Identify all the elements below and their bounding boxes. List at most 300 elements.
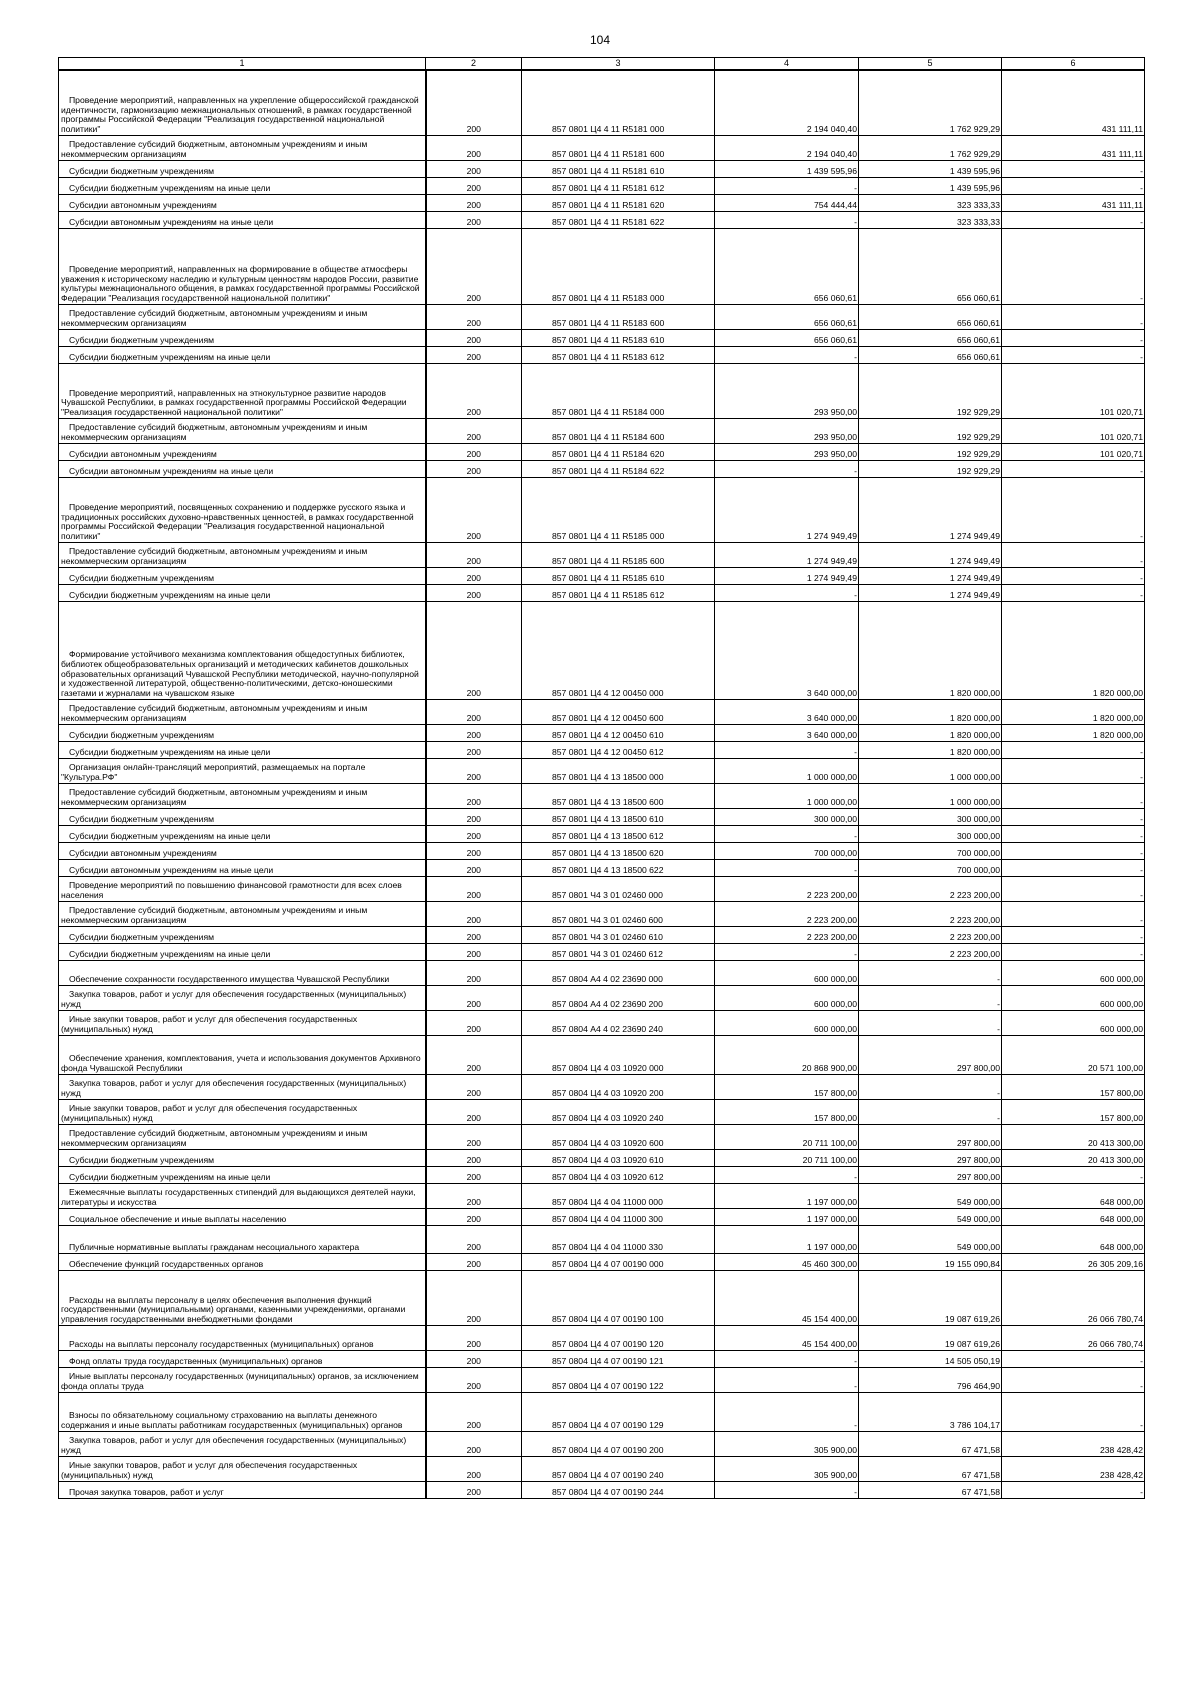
row-classification-code-cell: 857 0801 Ц4 4 11 R5181 620 <box>522 194 715 211</box>
row-code-cell: 200 <box>426 135 522 160</box>
row-classification-code-cell: 857 0801 Ц4 4 13 18500 600 <box>522 783 715 808</box>
row-classification-code-cell: 857 0801 Ц4 4 11 R5181 610 <box>522 160 715 177</box>
row-classification-code-cell: 857 0804 Ц4 4 07 00190 200 <box>522 1431 715 1456</box>
row-code-cell: 200 <box>426 1431 522 1456</box>
row-amount-col5-cell: - <box>859 1010 1002 1035</box>
row-amount-col4-cell: 2 223 200,00 <box>715 926 859 943</box>
row-amount-col5-cell: 19 087 619,26 <box>859 1270 1002 1325</box>
row-amount-col5-cell: 297 800,00 <box>859 1166 1002 1183</box>
row-name-cell: Субсидии автономным учреждениям <box>59 842 426 859</box>
row-amount-col4-cell: 293 950,00 <box>715 418 859 443</box>
row-classification-code-cell: 857 0801 Ц4 4 12 00450 600 <box>522 699 715 724</box>
row-classification-code-cell: 857 0801 Ц4 4 11 R5181 000 <box>522 70 715 135</box>
row-amount-col5-cell: 1 439 595,96 <box>859 160 1002 177</box>
row-amount-col5-cell: 323 333,33 <box>859 194 1002 211</box>
row-amount-col6-cell: 26 066 780,74 <box>1002 1270 1145 1325</box>
row-code-cell: 200 <box>426 1208 522 1225</box>
table-row <box>59 901 1145 926</box>
row-code-cell: 200 <box>426 1253 522 1270</box>
row-name-cell: Иные закупки товаров, работ и услуг для обеспечения государственных (муниципальных) нужд <box>59 1456 426 1481</box>
row-amount-col5-cell: 192 929,29 <box>859 460 1002 477</box>
row-classification-code-cell: 857 0804 Ц4 4 03 10920 612 <box>522 1166 715 1183</box>
table-row <box>59 1208 1145 1225</box>
row-name-cell: Проведение мероприятий по повышению финансовой грамотности для всех слоев населения <box>59 876 426 901</box>
row-name-cell: Субсидии бюджетным учреждениям <box>59 160 426 177</box>
row-amount-col6-cell: 600 000,00 <box>1002 985 1145 1010</box>
table-row <box>59 943 1145 960</box>
table-row <box>59 1099 1145 1124</box>
row-code-cell: 200 <box>426 1124 522 1149</box>
budget-table <box>58 57 1145 1499</box>
row-amount-col6-cell: - <box>1002 228 1145 304</box>
row-amount-col4-cell: - <box>715 460 859 477</box>
row-amount-col5-cell: 300 000,00 <box>859 825 1002 842</box>
row-classification-code-cell: 857 0804 Ц4 4 03 10920 000 <box>522 1035 715 1074</box>
table-row <box>59 1392 1145 1431</box>
row-name-cell: Прочая закупка товаров, работ и услуг <box>59 1481 426 1498</box>
row-code-cell: 200 <box>426 477 522 542</box>
row-amount-col4-cell: 305 900,00 <box>715 1456 859 1481</box>
row-amount-col6-cell: 600 000,00 <box>1002 960 1145 985</box>
row-code-cell: 200 <box>426 329 522 346</box>
row-amount-col5-cell: 1 274 949,49 <box>859 477 1002 542</box>
table-row <box>59 460 1145 477</box>
row-amount-col6-cell: 431 111,11 <box>1002 135 1145 160</box>
row-classification-code-cell: 857 0804 Ц4 4 07 00190 121 <box>522 1350 715 1367</box>
row-code-cell: 200 <box>426 1149 522 1166</box>
table-row <box>59 228 1145 304</box>
row-name-cell: Обеспечение функций государственных органов <box>59 1253 426 1270</box>
row-amount-col5-cell: 1 439 595,96 <box>859 177 1002 194</box>
row-amount-col6-cell: - <box>1002 177 1145 194</box>
row-code-cell: 200 <box>426 194 522 211</box>
row-amount-col4-cell: 600 000,00 <box>715 1010 859 1035</box>
row-amount-col6-cell: - <box>1002 329 1145 346</box>
row-amount-col6-cell: 648 000,00 <box>1002 1225 1145 1253</box>
row-code-cell: 200 <box>426 1010 522 1035</box>
row-amount-col4-cell: - <box>715 177 859 194</box>
row-amount-col6-cell: 1 820 000,00 <box>1002 699 1145 724</box>
table-row <box>59 542 1145 567</box>
row-amount-col6-cell: 648 000,00 <box>1002 1183 1145 1208</box>
table-row <box>59 1431 1145 1456</box>
row-code-cell: 200 <box>426 443 522 460</box>
row-name-cell: Социальное обеспечение и иные выплаты населению <box>59 1208 426 1225</box>
row-code-cell: 200 <box>426 825 522 842</box>
row-amount-col4-cell: 1 000 000,00 <box>715 783 859 808</box>
row-code-cell: 200 <box>426 1325 522 1350</box>
row-code-cell: 200 <box>426 1350 522 1367</box>
row-name-cell: Проведение мероприятий, направленных на этнокультурное развитие народов Чувашской Республики, в рамках государственной программы Российской Федерации "Реализация государственной национальной политики" <box>59 363 426 418</box>
row-classification-code-cell: 857 0801 Ц4 4 11 R5185 610 <box>522 567 715 584</box>
row-code-cell: 200 <box>426 567 522 584</box>
row-amount-col4-cell: 3 640 000,00 <box>715 601 859 699</box>
row-amount-col4-cell: 20 711 100,00 <box>715 1124 859 1149</box>
row-name-cell: Взносы по обязательному социальному страхованию на выплаты денежного содержания и иные выплаты работникам государственных (муниципальных) органов <box>59 1392 426 1431</box>
table-row <box>59 477 1145 542</box>
header-row <box>59 58 1145 71</box>
row-name-cell: Субсидии бюджетным учреждениям на иные цели <box>59 1166 426 1183</box>
row-name-cell: Субсидии бюджетным учреждениям на иные цели <box>59 346 426 363</box>
row-amount-col5-cell: 549 000,00 <box>859 1225 1002 1253</box>
table-row <box>59 1149 1145 1166</box>
table-row <box>59 1035 1145 1074</box>
table-row <box>59 443 1145 460</box>
row-code-cell: 200 <box>426 926 522 943</box>
row-name-cell: Предоставление субсидий бюджетным, автономным учреждениям и иным некоммерческим организациям <box>59 901 426 926</box>
row-amount-col4-cell: 300 000,00 <box>715 808 859 825</box>
row-classification-code-cell: 857 0801 Ц4 4 11 R5185 612 <box>522 584 715 601</box>
row-amount-col6-cell: 26 305 209,16 <box>1002 1253 1145 1270</box>
table-row <box>59 346 1145 363</box>
row-amount-col6-cell: - <box>1002 901 1145 926</box>
row-name-cell: Субсидии бюджетным учреждениям <box>59 724 426 741</box>
row-amount-col4-cell: 45 154 400,00 <box>715 1270 859 1325</box>
table-row <box>59 1010 1145 1035</box>
table-row <box>59 1325 1145 1350</box>
row-amount-col6-cell: 157 800,00 <box>1002 1099 1145 1124</box>
row-code-cell: 200 <box>426 960 522 985</box>
row-name-cell: Предоставление субсидий бюджетным, автономным учреждениям и иным некоммерческим организациям <box>59 783 426 808</box>
row-code-cell: 200 <box>426 418 522 443</box>
row-amount-col4-cell: - <box>715 1350 859 1367</box>
row-name-cell: Фонд оплаты труда государственных (муниципальных) органов <box>59 1350 426 1367</box>
table-row <box>59 1350 1145 1367</box>
row-code-cell: 200 <box>426 859 522 876</box>
row-amount-col5-cell: 300 000,00 <box>859 808 1002 825</box>
row-amount-col6-cell: 20 413 300,00 <box>1002 1149 1145 1166</box>
row-code-cell: 200 <box>426 177 522 194</box>
row-classification-code-cell: 857 0801 Ц4 4 12 00450 000 <box>522 601 715 699</box>
row-name-cell: Обеспечение сохранности государственного имущества Чувашской Республики <box>59 960 426 985</box>
row-classification-code-cell: 857 0801 Ц4 4 11 R5183 600 <box>522 304 715 329</box>
row-amount-col5-cell: 297 800,00 <box>859 1035 1002 1074</box>
row-amount-col6-cell: 1 820 000,00 <box>1002 724 1145 741</box>
row-amount-col4-cell: 293 950,00 <box>715 363 859 418</box>
row-name-cell: Публичные нормативные выплаты гражданам несоциального характера <box>59 1225 426 1253</box>
table-row <box>59 1124 1145 1149</box>
row-name-cell: Закупка товаров, работ и услуг для обеспечения государственных (муниципальных) нужд <box>59 1431 426 1456</box>
row-name-cell: Иные закупки товаров, работ и услуг для обеспечения государственных (муниципальных) нужд <box>59 1010 426 1035</box>
row-classification-code-cell: 857 0804 Ц4 4 04 11000 000 <box>522 1183 715 1208</box>
row-name-cell: Предоставление субсидий бюджетным, автономным учреждениям и иным некоммерческим организациям <box>59 418 426 443</box>
table-row <box>59 601 1145 699</box>
table-row <box>59 584 1145 601</box>
table-row <box>59 70 1145 135</box>
row-code-cell: 200 <box>426 460 522 477</box>
row-classification-code-cell: 857 0804 Ц4 4 07 00190 244 <box>522 1481 715 1498</box>
row-amount-col4-cell: 754 444,44 <box>715 194 859 211</box>
row-classification-code-cell: 857 0801 Ц4 4 13 18500 620 <box>522 842 715 859</box>
row-amount-col5-cell: 656 060,61 <box>859 304 1002 329</box>
row-amount-col5-cell: 192 929,29 <box>859 418 1002 443</box>
row-amount-col4-cell: 2 223 200,00 <box>715 901 859 926</box>
row-code-cell: 200 <box>426 1074 522 1099</box>
table-row <box>59 1183 1145 1208</box>
row-amount-col4-cell: 656 060,61 <box>715 304 859 329</box>
table-row <box>59 758 1145 783</box>
row-classification-code-cell: 857 0801 Ч4 3 01 02460 610 <box>522 926 715 943</box>
table-row <box>59 960 1145 985</box>
column-header: 5 <box>859 58 1002 71</box>
row-classification-code-cell: 857 0801 Ц4 4 11 R5183 612 <box>522 346 715 363</box>
row-amount-col6-cell: - <box>1002 1350 1145 1367</box>
table-row <box>59 1270 1145 1325</box>
row-classification-code-cell: 857 0804 Ц4 4 07 00190 000 <box>522 1253 715 1270</box>
row-classification-code-cell: 857 0801 Ц4 4 11 R5184 000 <box>522 363 715 418</box>
row-amount-col6-cell: 238 428,42 <box>1002 1431 1145 1456</box>
table-row <box>59 1253 1145 1270</box>
row-classification-code-cell: 857 0804 Ц4 4 03 10920 240 <box>522 1099 715 1124</box>
row-amount-col4-cell: - <box>715 943 859 960</box>
row-classification-code-cell: 857 0804 Ц4 4 04 11000 300 <box>522 1208 715 1225</box>
row-amount-col4-cell: 20 868 900,00 <box>715 1035 859 1074</box>
row-name-cell: Субсидии автономным учреждениям <box>59 443 426 460</box>
row-code-cell: 200 <box>426 808 522 825</box>
row-code-cell: 200 <box>426 1099 522 1124</box>
row-amount-col6-cell: - <box>1002 584 1145 601</box>
row-amount-col5-cell: 323 333,33 <box>859 211 1002 228</box>
row-amount-col5-cell: 656 060,61 <box>859 346 1002 363</box>
table-row <box>59 177 1145 194</box>
table-row <box>59 304 1145 329</box>
row-amount-col6-cell: - <box>1002 825 1145 842</box>
row-classification-code-cell: 857 0804 Ц4 4 07 00190 129 <box>522 1392 715 1431</box>
row-name-cell: Проведение мероприятий, направленных на укрепление общероссийской гражданской идентичности, гармонизацию межнациональных отношений, в рамках государственной программы Российской Федерации "Реализация государственной национальной политики" <box>59 70 426 135</box>
row-amount-col6-cell: 20 413 300,00 <box>1002 1124 1145 1149</box>
row-classification-code-cell: 857 0801 Ч4 3 01 02460 612 <box>522 943 715 960</box>
row-amount-col5-cell: 656 060,61 <box>859 228 1002 304</box>
row-code-cell: 200 <box>426 228 522 304</box>
row-amount-col5-cell: 1 000 000,00 <box>859 783 1002 808</box>
row-classification-code-cell: 857 0804 А4 4 02 23690 000 <box>522 960 715 985</box>
row-amount-col5-cell: 1 820 000,00 <box>859 699 1002 724</box>
row-name-cell: Предоставление субсидий бюджетным, автономным учреждениям и иным некоммерческим организациям <box>59 135 426 160</box>
row-amount-col4-cell: 1 439 595,96 <box>715 160 859 177</box>
column-header: 2 <box>426 58 522 71</box>
row-amount-col4-cell: - <box>715 1367 859 1392</box>
row-amount-col4-cell: 2 194 040,40 <box>715 70 859 135</box>
row-code-cell: 200 <box>426 741 522 758</box>
table-row <box>59 842 1145 859</box>
row-code-cell: 200 <box>426 363 522 418</box>
row-amount-col4-cell: 1 274 949,49 <box>715 567 859 584</box>
row-code-cell: 200 <box>426 1392 522 1431</box>
row-amount-col6-cell: 238 428,42 <box>1002 1456 1145 1481</box>
row-amount-col5-cell: 1 820 000,00 <box>859 724 1002 741</box>
row-classification-code-cell: 857 0804 Ц4 4 03 10920 610 <box>522 1149 715 1166</box>
table-row <box>59 1367 1145 1392</box>
row-amount-col5-cell: 549 000,00 <box>859 1208 1002 1225</box>
row-amount-col4-cell: - <box>715 859 859 876</box>
row-amount-col6-cell: - <box>1002 460 1145 477</box>
row-amount-col5-cell: 192 929,29 <box>859 363 1002 418</box>
row-code-cell: 200 <box>426 1225 522 1253</box>
row-amount-col6-cell: 431 111,11 <box>1002 70 1145 135</box>
table-row <box>59 160 1145 177</box>
row-amount-col5-cell: 549 000,00 <box>859 1183 1002 1208</box>
row-amount-col6-cell: 101 020,71 <box>1002 363 1145 418</box>
row-code-cell: 200 <box>426 304 522 329</box>
row-name-cell: Субсидии бюджетным учреждениям <box>59 329 426 346</box>
row-name-cell: Предоставление субсидий бюджетным, автономным учреждениям и иным некоммерческим организациям <box>59 304 426 329</box>
row-classification-code-cell: 857 0804 Ц4 4 07 00190 240 <box>522 1456 715 1481</box>
row-name-cell: Организация онлайн-трансляций мероприятий, размещаемых на портале "Культура.РФ" <box>59 758 426 783</box>
row-name-cell: Субсидии автономным учреждениям на иные цели <box>59 460 426 477</box>
row-amount-col5-cell: 19 155 090,84 <box>859 1253 1002 1270</box>
table-row <box>59 699 1145 724</box>
row-amount-col6-cell: - <box>1002 304 1145 329</box>
row-amount-col4-cell: 656 060,61 <box>715 228 859 304</box>
row-name-cell: Субсидии бюджетным учреждениям <box>59 808 426 825</box>
table-row <box>59 859 1145 876</box>
row-amount-col5-cell: 700 000,00 <box>859 859 1002 876</box>
row-amount-col4-cell: 1 197 000,00 <box>715 1225 859 1253</box>
row-amount-col6-cell: 600 000,00 <box>1002 1010 1145 1035</box>
row-amount-col5-cell: 1 000 000,00 <box>859 758 1002 783</box>
row-amount-col4-cell: 1 000 000,00 <box>715 758 859 783</box>
row-code-cell: 200 <box>426 901 522 926</box>
row-amount-col4-cell: 1 197 000,00 <box>715 1208 859 1225</box>
row-amount-col6-cell: - <box>1002 842 1145 859</box>
row-name-cell: Субсидии автономным учреждениям на иные цели <box>59 859 426 876</box>
row-amount-col4-cell: - <box>715 1481 859 1498</box>
row-amount-col6-cell: - <box>1002 808 1145 825</box>
row-amount-col6-cell: - <box>1002 758 1145 783</box>
row-name-cell: Субсидии бюджетным учреждениям на иные цели <box>59 741 426 758</box>
row-code-cell: 200 <box>426 346 522 363</box>
row-code-cell: 200 <box>426 211 522 228</box>
row-name-cell: Закупка товаров, работ и услуг для обеспечения государственных (муниципальных) нужд <box>59 1074 426 1099</box>
column-header: 1 <box>59 58 426 71</box>
row-classification-code-cell: 857 0801 Ц4 4 11 R5183 610 <box>522 329 715 346</box>
row-classification-code-cell: 857 0804 Ц4 4 04 11000 330 <box>522 1225 715 1253</box>
row-amount-col6-cell: 648 000,00 <box>1002 1208 1145 1225</box>
row-classification-code-cell: 857 0801 Ц4 4 11 R5184 620 <box>522 443 715 460</box>
row-amount-col5-cell: - <box>859 1099 1002 1124</box>
table-row <box>59 135 1145 160</box>
table-row <box>59 783 1145 808</box>
row-name-cell: Ежемесячные выплаты государственных стипендий для выдающихся деятелей науки, литературы и искусства <box>59 1183 426 1208</box>
table-row <box>59 926 1145 943</box>
row-classification-code-cell: 857 0801 Ц4 4 11 R5185 000 <box>522 477 715 542</box>
row-amount-col6-cell: 101 020,71 <box>1002 443 1145 460</box>
row-name-cell: Предоставление субсидий бюджетным, автономным учреждениям и иным некоммерческим организациям <box>59 699 426 724</box>
row-classification-code-cell: 857 0804 Ц4 4 07 00190 100 <box>522 1270 715 1325</box>
row-code-cell: 200 <box>426 1481 522 1498</box>
row-amount-col4-cell: 157 800,00 <box>715 1099 859 1124</box>
row-name-cell: Предоставление субсидий бюджетным, автономным учреждениям и иным некоммерческим организациям <box>59 1124 426 1149</box>
row-amount-col4-cell: - <box>715 1166 859 1183</box>
row-amount-col5-cell: 67 471,58 <box>859 1481 1002 1498</box>
table-row <box>59 1074 1145 1099</box>
row-name-cell: Субсидии бюджетным учреждениям <box>59 926 426 943</box>
row-amount-col4-cell: 700 000,00 <box>715 842 859 859</box>
row-amount-col5-cell: 19 087 619,26 <box>859 1325 1002 1350</box>
row-amount-col5-cell: 2 223 200,00 <box>859 926 1002 943</box>
row-code-cell: 200 <box>426 601 522 699</box>
row-code-cell: 200 <box>426 943 522 960</box>
row-amount-col5-cell: - <box>859 985 1002 1010</box>
row-amount-col5-cell: 700 000,00 <box>859 842 1002 859</box>
row-amount-col5-cell: 1 274 949,49 <box>859 584 1002 601</box>
row-amount-col5-cell: 2 223 200,00 <box>859 943 1002 960</box>
row-code-cell: 200 <box>426 160 522 177</box>
row-name-cell: Субсидии бюджетным учреждениям на иные цели <box>59 177 426 194</box>
table-row <box>59 329 1145 346</box>
row-amount-col5-cell: 2 223 200,00 <box>859 901 1002 926</box>
row-name-cell: Закупка товаров, работ и услуг для обеспечения государственных (муниципальных) нужд <box>59 985 426 1010</box>
row-amount-col6-cell: - <box>1002 1166 1145 1183</box>
row-amount-col6-cell: 157 800,00 <box>1002 1074 1145 1099</box>
row-amount-col5-cell: 67 471,58 <box>859 1431 1002 1456</box>
row-amount-col5-cell: 192 929,29 <box>859 443 1002 460</box>
row-name-cell: Субсидии бюджетным учреждениям <box>59 1149 426 1166</box>
table-row <box>59 1166 1145 1183</box>
row-classification-code-cell: 857 0801 Ц4 4 11 R5181 622 <box>522 211 715 228</box>
row-classification-code-cell: 857 0804 Ц4 4 07 00190 120 <box>522 1325 715 1350</box>
page-number: 104 <box>589 33 611 47</box>
row-name-cell: Формирование устойчивого механизма комплектования общедоступных библиотек, библиотек общеобразовательных организаций и методических кабинетов дошкольных образовательных организаций Чувашской Республики методической, научно-популярной и художественной литературой, общественно-политическими, детско-юношескими газетами и журналами на чувашском языке <box>59 601 426 699</box>
row-amount-col5-cell: 796 464,90 <box>859 1367 1002 1392</box>
row-name-cell: Проведение мероприятий, посвященных сохранению и поддержке русского языка и традиционных российских духовно-нравственных ценностей, в рамках государственной программы Российской Федерации "Реализация государственной национальной политики" <box>59 477 426 542</box>
row-amount-col4-cell: 45 154 400,00 <box>715 1325 859 1350</box>
row-amount-col5-cell: - <box>859 1074 1002 1099</box>
row-classification-code-cell: 857 0801 Ц4 4 11 R5181 600 <box>522 135 715 160</box>
row-amount-col6-cell: 431 111,11 <box>1002 194 1145 211</box>
row-code-cell: 200 <box>426 1270 522 1325</box>
row-classification-code-cell: 857 0801 Ц4 4 13 18500 610 <box>522 808 715 825</box>
row-name-cell: Предоставление субсидий бюджетным, автономным учреждениям и иным некоммерческим организациям <box>59 542 426 567</box>
row-code-cell: 200 <box>426 1456 522 1481</box>
row-amount-col6-cell: - <box>1002 1392 1145 1431</box>
row-amount-col6-cell: - <box>1002 741 1145 758</box>
row-code-cell: 200 <box>426 542 522 567</box>
row-amount-col6-cell: - <box>1002 1481 1145 1498</box>
row-amount-col5-cell: 14 505 050,19 <box>859 1350 1002 1367</box>
row-amount-col5-cell: 1 762 929,29 <box>859 70 1002 135</box>
row-code-cell: 200 <box>426 1035 522 1074</box>
row-amount-col4-cell: 600 000,00 <box>715 960 859 985</box>
row-amount-col4-cell: - <box>715 825 859 842</box>
row-amount-col6-cell: - <box>1002 926 1145 943</box>
row-amount-col5-cell: 1 274 949,49 <box>859 542 1002 567</box>
row-name-cell: Субсидии бюджетным учреждениям <box>59 567 426 584</box>
row-amount-col4-cell: 1 274 949,49 <box>715 542 859 567</box>
table-row <box>59 985 1145 1010</box>
row-name-cell: Субсидии автономным учреждениям <box>59 194 426 211</box>
row-amount-col4-cell: 157 800,00 <box>715 1074 859 1099</box>
row-amount-col6-cell: - <box>1002 477 1145 542</box>
row-amount-col6-cell: 26 066 780,74 <box>1002 1325 1145 1350</box>
column-header: 3 <box>522 58 715 71</box>
row-code-cell: 200 <box>426 584 522 601</box>
row-code-cell: 200 <box>426 783 522 808</box>
row-code-cell: 200 <box>426 758 522 783</box>
row-classification-code-cell: 857 0801 Ч4 3 01 02460 600 <box>522 901 715 926</box>
row-classification-code-cell: 857 0801 Ц4 4 11 R5185 600 <box>522 542 715 567</box>
row-amount-col4-cell: 45 460 300,00 <box>715 1253 859 1270</box>
row-classification-code-cell: 857 0801 Ц4 4 12 00450 610 <box>522 724 715 741</box>
row-amount-col6-cell: - <box>1002 160 1145 177</box>
row-name-cell: Иные закупки товаров, работ и услуг для обеспечения государственных (муниципальных) нужд <box>59 1099 426 1124</box>
table-row <box>59 825 1145 842</box>
row-code-cell: 200 <box>426 985 522 1010</box>
row-amount-col6-cell: 1 820 000,00 <box>1002 601 1145 699</box>
row-amount-col5-cell: 67 471,58 <box>859 1456 1002 1481</box>
row-amount-col5-cell: 2 223 200,00 <box>859 876 1002 901</box>
row-amount-col4-cell: 600 000,00 <box>715 985 859 1010</box>
